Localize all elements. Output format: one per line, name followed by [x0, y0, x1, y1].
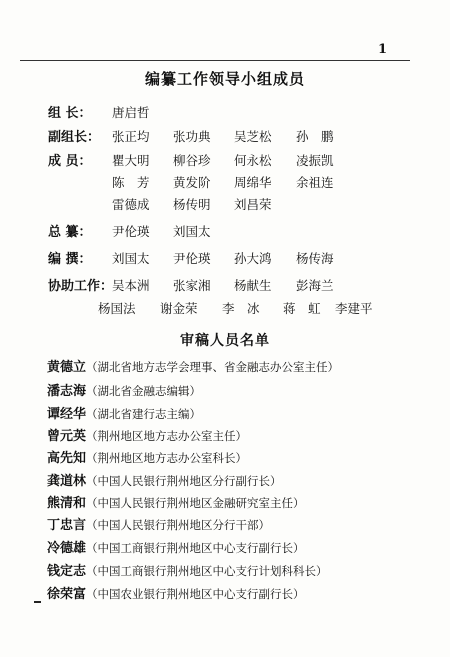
- reviewer-affiliation: （湖北省金融志编辑）: [86, 384, 202, 398]
- editor-name: 刘国太: [112, 251, 150, 266]
- member-name: 陈 芳: [112, 175, 150, 190]
- reviewer-row: [47, 537, 305, 556]
- assistant-name: 吴本洲: [112, 278, 150, 293]
- reviewer-name: 潘志海: [47, 384, 87, 399]
- member-name: 雷德成: [112, 197, 150, 212]
- reviewer-name: 钱定志: [47, 564, 87, 579]
- reviewer-affiliation: （中国工商银行荆州地区中心支行计划科科长）: [86, 564, 328, 578]
- member-name: 杨传明: [173, 197, 211, 212]
- assistant-name: 蒋 虹: [283, 301, 321, 316]
- vice-leader-name: 张功典: [173, 129, 211, 144]
- reviewer-affiliation: （湖北省地方志学会理事、省金融志办公室主任）: [86, 360, 340, 374]
- reviewer-affiliation: （湖北省建行志主编）: [86, 407, 202, 421]
- leader-name: 唐启哲: [112, 105, 150, 120]
- reviewer-affiliation: （中国人民银行荆州地区分行副行长）: [86, 474, 282, 488]
- header-rule: [20, 60, 410, 61]
- chief-editor-name: 刘国太: [173, 224, 211, 239]
- reviewer-row: [47, 356, 339, 375]
- reviewer-row: [47, 583, 305, 602]
- assistant-name: 谢金荣: [160, 301, 198, 316]
- reviewer-name: 徐荣富: [47, 587, 87, 602]
- member-name: 柳谷珍: [173, 153, 211, 168]
- assistant-name: 李 冰: [222, 301, 260, 316]
- member-name: 黄发阶: [173, 175, 211, 190]
- vice-leader-name: 张正均: [112, 129, 150, 144]
- reviewer-row: [47, 560, 328, 579]
- chief-editors-label: 总 纂：: [48, 225, 92, 240]
- vice-leader-name: 孙 鹏: [296, 129, 334, 144]
- reviewer-name: 冷德雄: [47, 541, 87, 556]
- member-name: 刘昌荣: [234, 197, 272, 212]
- reviewer-name: 曾元英: [47, 429, 87, 444]
- reviewer-row: [47, 403, 201, 422]
- member-name: 周绵华: [234, 175, 272, 190]
- reviewer-name: 龚道林: [47, 474, 87, 489]
- members-label: 成 员：: [48, 154, 92, 169]
- reviewer-name: 高先知: [47, 451, 87, 466]
- reviewers-title: 审稿人员名单: [180, 333, 270, 349]
- reviewer-row: [47, 380, 201, 399]
- editor-name: 杨传海: [296, 251, 334, 266]
- chief-editor-name: 尹伦瑛: [112, 224, 150, 239]
- page-title: 编纂工作领导小组成员: [144, 70, 305, 88]
- member-name: 余祖连: [296, 175, 334, 190]
- reviewer-affiliation: （中国人民银行荆州地区金融研究室主任）: [86, 496, 305, 510]
- leader-label: 组 长：: [48, 106, 92, 121]
- reviewer-row: [47, 470, 282, 489]
- reviewer-affiliation: （荆州地区地方志办公室主任）: [86, 429, 248, 443]
- assistant-name: 杨国法: [98, 301, 136, 316]
- reviewer-row: [47, 425, 247, 444]
- reviewer-name: 丁忠言: [47, 518, 87, 533]
- editor-name: 孙大鸿: [234, 251, 272, 266]
- assistant-name: 彭海兰: [296, 278, 334, 293]
- assistant-name: 李建平: [335, 301, 373, 316]
- reviewer-row: [47, 447, 247, 466]
- assistants-label: 协助工作：: [48, 279, 114, 294]
- member-name: 瞿大明: [112, 153, 150, 168]
- member-name: 何永松: [234, 153, 272, 168]
- member-name: 凌振凯: [296, 153, 334, 168]
- reviewer-affiliation: （中国工商银行荆州地区中心支行副行长）: [86, 541, 305, 555]
- page-number: 1: [378, 42, 388, 57]
- reviewer-name: 黄德立: [47, 360, 87, 375]
- editors-label: 编 撰：: [48, 252, 92, 267]
- reviewer-row: [47, 514, 270, 533]
- assistant-name: 杨献生: [234, 278, 272, 293]
- reviewer-affiliation: （荆州地区地方志办公室科长）: [86, 451, 248, 465]
- reviewer-name: 熊清和: [47, 496, 87, 511]
- editor-name: 尹伦瑛: [173, 251, 211, 266]
- assistant-name: 张家湘: [173, 278, 211, 293]
- scan-mark: [34, 601, 41, 603]
- reviewer-name: 谭经华: [47, 407, 87, 422]
- vice-leader-name: 吴芝松: [234, 129, 272, 144]
- reviewer-row: [47, 492, 305, 511]
- reviewer-affiliation: （中国人民银行荆州地区分行干部）: [86, 518, 271, 532]
- reviewer-affiliation: （中国农业银行荆州地区中心支行副行长）: [86, 587, 305, 601]
- vice-leader-label: 副组长：: [48, 130, 101, 145]
